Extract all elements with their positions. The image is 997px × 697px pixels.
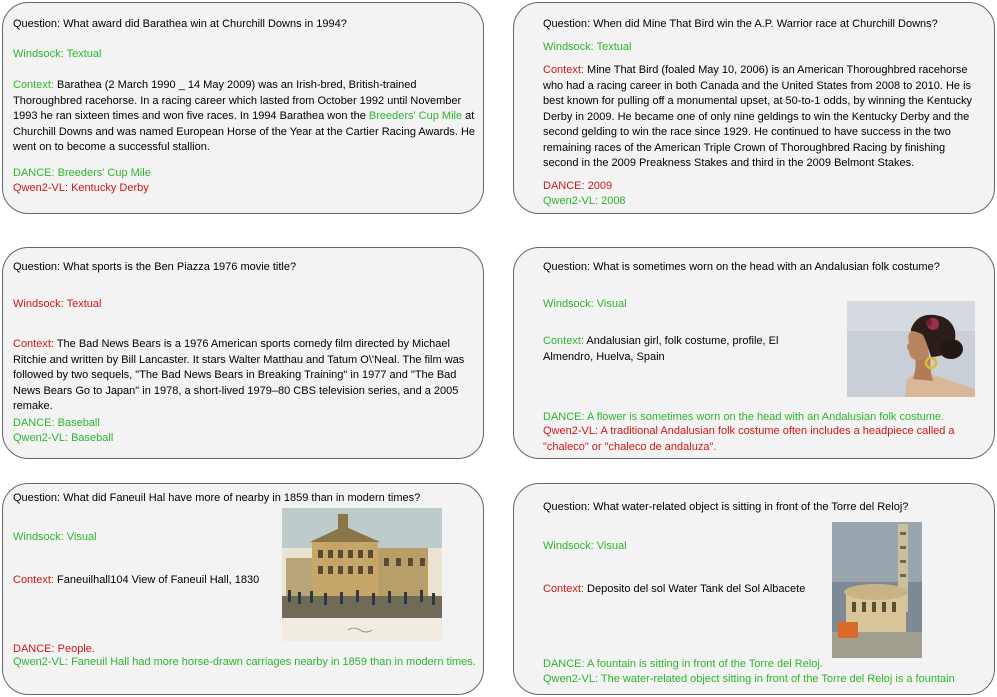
context-paragraph xyxy=(13,337,479,415)
windsock-label: Windsock: Textual xyxy=(543,41,632,53)
qwen-answer: Qwen2-VL: Faneuil Hall had more horse-drawn carriages nearby in 1859 than in modern times. xyxy=(13,656,476,668)
context-paragraph xyxy=(13,573,259,588)
context-label: Context: xyxy=(13,574,54,586)
dance-answer: DANCE: A flower is sometimes worn on the head with an Andalusian folk costume. xyxy=(543,411,945,423)
dance-answer: DANCE: Breeders' Cup Mile xyxy=(13,167,151,179)
context-text: Faneuilhall104 View of Faneuil Hall, 1830 xyxy=(53,574,260,586)
context-text: Mine That Bird (foaled May 10, 2006) is an American Thoroughbred racehorse who had a racing career in both Canada and the United States from 2008 to 2010. He is best known for pulling off a monumental upset, at 50-to-1 odds, by winning the Kentucky Derby in 2009. He became one of only nine geldings to win the Kentucky Derby and the second gelding to win the race since 1929. He continued to have success in the two remaining races of the American Triple Crown of Thoroughbred Racing by finishing second in the 2009 Preakness Stakes and third in the 2009 Belmont Stakes. xyxy=(543,64,973,169)
question-text: Question: What is sometimes worn on the head with an Andalusian folk costume? xyxy=(543,261,940,273)
context-label: Context: xyxy=(543,64,584,76)
context-text: The Bad News Bears is a 1976 American sports comedy film directed by Michael Ritchie and written by Bill Lancaster. It stars Walter Matthau and Tatum O\'Neal. The film was followed by two sequels, "The Bad News Bears in Breaking Training" in 1977 and "The Bad News Bears Go to Japan" in 1978, a short-lived 1979–80 CBS television series, and a 2005 remake. xyxy=(13,338,465,412)
qa-card-mine-that-bird xyxy=(513,2,995,214)
windsock-label: Windsock: Visual xyxy=(543,540,627,552)
qa-card-faneuil-hall xyxy=(2,483,484,695)
question-text: Question: When did Mine That Bird win the A.P. Warrior race at Churchill Downs? xyxy=(543,18,938,30)
context-text: Barathea (2 March 1990 _ 14 May 2009) was an Irish-bred, British-trained Thoroughbred racehorse. In a racing career which lasted from October 1992 until November 1993 he ran sixteen times and won five races. In 1994 Barathea won the xyxy=(13,79,462,122)
context-label: Context: xyxy=(13,79,54,91)
qa-card-bad-news-bears xyxy=(2,247,484,459)
windsock-label: Windsock: Visual xyxy=(13,531,97,543)
context-answer-highlight: Breeders' Cup Mile xyxy=(368,110,463,122)
context-text: Andalusian girl, folk costume, profile, El Almendro, Huelva, Spain xyxy=(543,335,779,363)
context-text-continued: at Churchill Downs and was named European Horse of the Year at the Cartier Racing Awards. He went on to become a successful stallion. xyxy=(13,110,476,153)
context-paragraph xyxy=(543,582,805,597)
qa-card-andalusian-costume xyxy=(513,247,995,459)
qa-card-torre-del-reloj xyxy=(513,483,995,695)
qwen-answer: Qwen2-VL: The water-related object sitting in front of the Torre del Reloj is a fountain xyxy=(543,673,955,685)
windsock-label: Windsock: Textual xyxy=(13,48,102,60)
windsock-label: Windsock: Visual xyxy=(543,298,627,310)
context-text: Deposito del sol Water Tank del Sol Albacete xyxy=(583,583,806,595)
dance-answer: DANCE: Baseball xyxy=(13,417,100,429)
context-paragraph xyxy=(543,63,983,172)
context-paragraph xyxy=(13,78,481,156)
dance-answer: DANCE: A fountain is sitting in front of the Torre del Reloj. xyxy=(543,658,823,670)
qwen-answer: Qwen2-VL: Kentucky Derby xyxy=(13,182,149,194)
qwen-answer: Qwen2-VL: 2008 xyxy=(543,195,626,207)
question-text: Question: What did Faneuil Hal have more of nearby in 1859 than in modern times? xyxy=(13,492,421,504)
andalusian-girl-photo xyxy=(847,301,975,397)
context-label: Context: xyxy=(543,583,584,595)
dance-answer: DANCE: People. xyxy=(13,643,95,655)
question-text: Question: What sports is the Ben Piazza 1976 movie title? xyxy=(13,261,297,273)
water-tower-photo xyxy=(832,522,922,658)
context-label: Context: xyxy=(543,335,584,347)
dance-answer: DANCE: 2009 xyxy=(543,180,613,192)
qwen-answer: Qwen2-VL: Baseball xyxy=(13,432,114,444)
question-text: Question: What award did Barathea win at Churchill Downs in 1994? xyxy=(13,18,347,30)
qa-card-barathea xyxy=(2,2,484,214)
context-paragraph xyxy=(543,334,811,365)
context-label: Context: xyxy=(13,338,54,350)
windsock-label: Windsock: Textual xyxy=(13,298,102,310)
faneuil-hall-engraving xyxy=(282,508,442,641)
question-text: Question: What water-related object is sitting in front of the Torre del Reloj? xyxy=(543,501,909,513)
qwen-answer: Qwen2-VL: A traditional Andalusian folk costume often includes a headpiece called a "chaleco" or "chaleco de andaluza". xyxy=(543,425,955,453)
